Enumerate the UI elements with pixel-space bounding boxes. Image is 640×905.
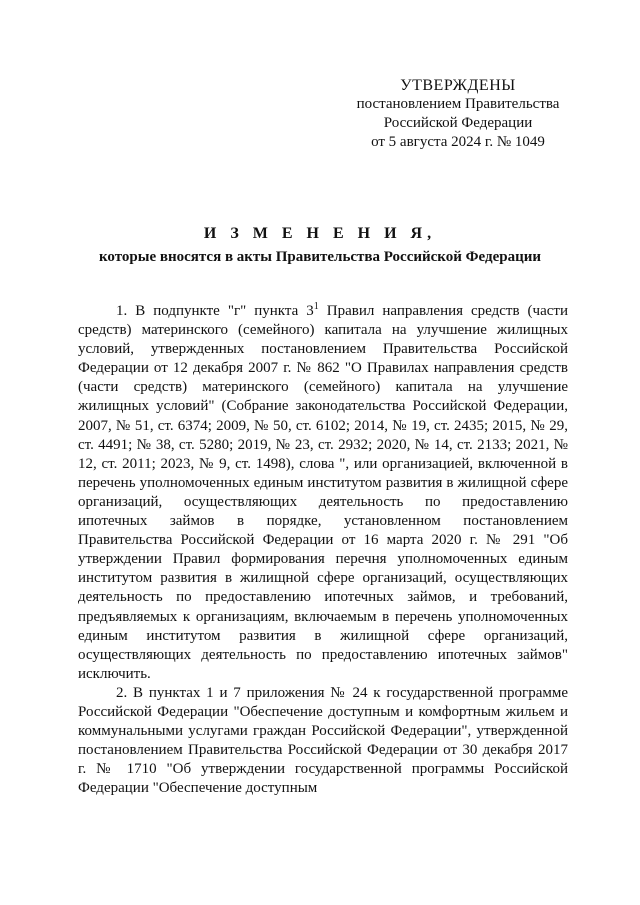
document-subtitle: которые вносятся в акты Правительства Российской Федерации (98, 249, 542, 265)
document-title: И З М Е Н Е Н И Я, (203, 225, 437, 242)
paragraph-1-superscript: 1 (313, 301, 319, 312)
document-body (78, 297, 568, 798)
paragraph-1-lead: 1. В подпункте "г" пункта 3 (116, 303, 314, 319)
approval-line-2: Российской Федерации (383, 115, 533, 131)
approval-line-1: постановлением Правительства (356, 96, 560, 112)
paragraph-2: 2. В пунктах 1 и 7 приложения № 24 к государственной программе Российской Федерации "Обеспечение доступным и комфортным жильем и коммунальными услугами граждан Российской Федерации", утвержденной постановлением Правительства Российской Федерации от 30 декабря 2017 г. № 1710 "Об утверждении государственной программы Российской Федерации "Обеспечение доступным (78, 684, 568, 797)
approval-stamp (338, 76, 578, 152)
paragraph-1-text: Правил направления средств (части средств) материнского (семейного) капитала на улучшение жилищных условий, утвержденных постановлением Правительства Российской Федерации от 12 декабря 2007 г. № 862 "О Правилах направления средств (части средств) материнского (семейного) капитала на улучшение жилищных условий" (Собрание законодательства Российской Федерации, 2007, № 51, ст. 6374; 2009, № 50, ст. 6102; 2014, № 19, ст. 2435; 2015, № 29, ст. 4491; № 38, ст. 5280; 2019, № 23, ст. 2932; 2020, № 14, ст. 2133; 2021, № 12, ст. 2011; 2023, № 9, ст. 1498), слова ", или организацией, включенной в перечень уполномоченных единым институтом развития в жилищной сфере организаций, осуществляющих деятельность по предоставлению ипотечных займов в порядке, установленном постановлением Правительства Российской Федерации от 16 марта 2020 г. № 291 "Об утверждении Правил формирования перечня уполномоченных единым институтом развития в жилищной сфере организаций, осуществляющих деятельность по предоставлению ипотечных займов, и требований, предъявляемых к организациям, включаемым в перечень уполномоченных единым институтом развития в жилищной сфере организаций, осуществляющих деятельность по предоставлению ипотечных займов" исключить. (78, 303, 568, 682)
approval-line-3: от 5 августа 2024 г. № 1049 (371, 134, 545, 150)
paragraph-1 (78, 297, 568, 684)
approval-heading: УТВЕРЖДЕНЫ (400, 77, 516, 94)
